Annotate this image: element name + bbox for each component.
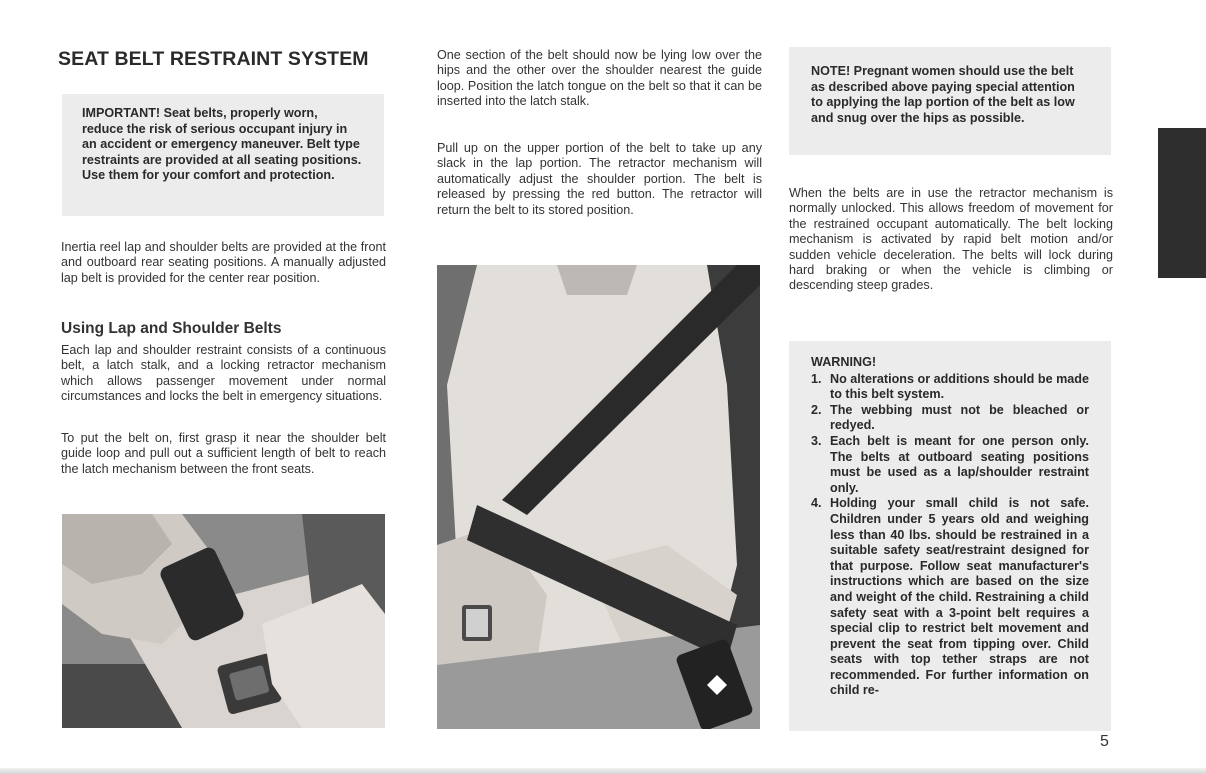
warning-item-number: 4. (811, 496, 822, 511)
warning-heading: WARNING! (811, 355, 877, 369)
note-pregnant-women-box: NOTE! Pregnant women should use the belt as described above paying special attention to applying the lap portion of the belt as low and snug over the hips as possible. (789, 47, 1111, 155)
warning-box (789, 341, 1111, 731)
paragraph-pull-up: Pull up on the upper portion of the belt to take up any slack in the lap portion. The retractor mechanism will automatically adjust the shoulder portion. The belt is released by pressing the red button. The retractor will return the belt to its stored position. (437, 141, 762, 217)
warning-item-text: The webbing must not be bleached or redyed. (830, 402, 1089, 433)
warning-item-number: 3. (811, 433, 822, 448)
page-title: SEAT BELT RESTRAINT SYSTEM (58, 48, 369, 70)
warning-item-number: 2. (811, 402, 822, 417)
paragraph-put-belt-on: To put the belt on, first grasp it near the shoulder belt guide loop and pull out a sufficient length of belt to reach the latch mechanism between the front seats. (61, 431, 386, 476)
warning-item-text: No alterations or additions should be made to this belt system. (830, 371, 1089, 402)
belted-occupant-photo (437, 265, 760, 729)
latch-photo (62, 514, 385, 728)
warning-item-number: 1. (811, 371, 822, 386)
section-thumb-tab (1158, 128, 1206, 278)
section-heading-using-belts: Using Lap and Shoulder Belts (61, 320, 282, 337)
warning-item (811, 372, 1089, 403)
warning-item-text: Each belt is meant for one person only. The belts at outboard seating positions must be used as a lap/shoulder restraint only. (830, 433, 1089, 495)
page-bottom-edge (0, 768, 1206, 774)
latch-photo-illustration (62, 514, 385, 728)
warning-item (811, 496, 1089, 699)
paragraph-inertia: Inertia reel lap and shoulder belts are provided at the front and outboard rear seating positions. A manually adjusted lap belt is provided for the center rear position. (61, 240, 386, 285)
warning-item-text: Holding your small child is not safe. Children under 5 years old and weighing less than 40 lbs. should be restrained in a suitable safety seat/restraint designed for that purpose. Follow seat manufacturer's instructions which are based on the size and weight of the child. Restraining a child safety seat with a 3-point belt requires a special clip to restrict belt movement and prevent the seat from tipping over. Child seats with top tether straps are not recommended. For further information on child re- (830, 496, 1089, 698)
warning-item (811, 403, 1089, 434)
warning-item (811, 434, 1089, 496)
warning-list (811, 372, 1089, 699)
paragraph-each-restraint: Each lap and shoulder restraint consists of a continuous belt, a latch stalk, and a locking retractor mechanism which allows passenger movement under normal circumstances and locks the belt in emergency situations. (61, 343, 386, 404)
belted-occupant-illustration (437, 265, 760, 729)
paragraph-one-section: One section of the belt should now be lying low over the hips and the other over the shoulder nearest the guide loop. Position the latch tongue on the belt so that it can be inserted into the latch stalk. (437, 48, 762, 109)
page-number: 5 (1100, 733, 1109, 750)
paragraph-when-belts-in-use: When the belts are in use the retractor mechanism is normally unlocked. This allows freedom of movement for the restrained occupant automatically. The belt locking mechanism is activated by rapid belt motion and/or sudden vehicle deceleration. The belts will lock during hard braking or when the vehicle is climbing or descending steep grades. (789, 186, 1113, 293)
important-notice-box: IMPORTANT! Seat belts, properly worn, reduce the risk of serious occupant injury in an accident or emergency maneuver. Belt type restraints are provided at all seating positions. Use them for your comfort and protection. (62, 94, 384, 216)
